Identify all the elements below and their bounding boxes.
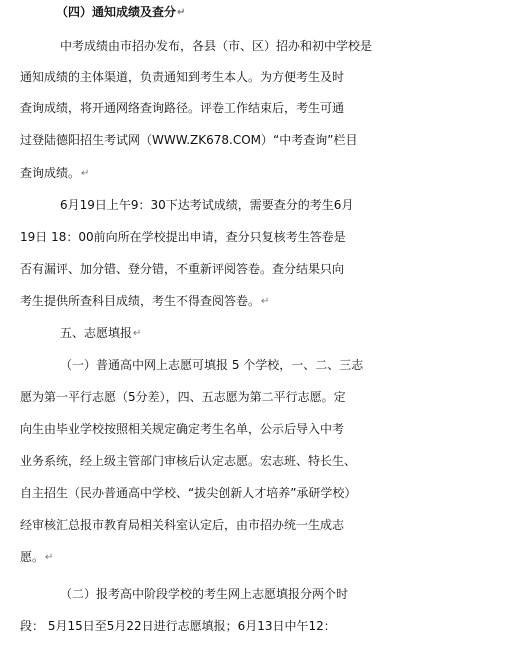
text-line	[0, 156, 524, 190]
text-line	[0, 188, 524, 222]
text-line	[0, 29, 524, 63]
text-line	[0, 91, 524, 125]
section-heading-volunteer	[0, 316, 524, 350]
text-line	[0, 380, 524, 414]
paragraph-mark: ↵	[45, 551, 54, 563]
line-text: 考生提供所查科目成绩，考生不得查阅答卷。	[20, 294, 261, 308]
paragraph-mark: ↵	[177, 6, 186, 18]
line-text: 业务系统，经上级主管部门审核后认定志愿。宏志班、特长生、	[20, 454, 357, 468]
text-line	[0, 577, 524, 611]
line-text: 否有漏评、加分错、登分错，不重新评阅答卷。查分结果只向	[20, 262, 345, 276]
line-text: 自主招生（民办普通高中学校、“拔尖创新人才培养”承研学校）	[20, 486, 357, 500]
line-text: 6月19日上午9：30下达考试成绩，需要查分的考生6月	[60, 198, 354, 212]
line-text: 段： 5月15日至5月22日进行志愿填报；6月13日中午12：	[20, 619, 336, 633]
line-text: 五、志愿填报	[60, 326, 133, 340]
line-text: 通知成绩的主体渠道，负责通知到考生本人。为方便考生及时	[20, 70, 345, 84]
line-text: 愿为第一平行志愿（5分差），四、五志愿为第二平行志愿。定	[20, 390, 346, 404]
line-text: 中考成绩由市招办发布，各县（市、区）招办和初中学校是	[60, 39, 373, 53]
line-text: （一）普通高中网上志愿可填报 5 个学校，一、二、三志	[60, 358, 364, 372]
text-line	[0, 444, 524, 478]
paragraph-mark: ↵	[261, 295, 270, 307]
line-text: 向生由毕业学校按照相关规定确定考生名单，公示后导入中考	[20, 422, 345, 436]
text-line	[0, 252, 524, 286]
text-line	[0, 412, 524, 446]
paragraph-mark: ↵	[81, 167, 90, 179]
line-text: 查询成绩，将开通网络查询路径。评卷工作结束后，考生可通	[20, 101, 345, 115]
text-line	[0, 508, 524, 542]
line-text: 过登陆德阳招生考试网（WWW.ZK678.COM）“中考查询”栏目	[20, 133, 358, 147]
line-text: 经审核汇总报市教育局相关科室认定后，由市招办统一生成志	[20, 518, 345, 532]
section-heading-notification	[0, 0, 524, 29]
paragraph-mark: ↵	[133, 327, 142, 339]
text-line	[0, 540, 524, 574]
text-line	[0, 348, 524, 382]
line-text: （二）报考高中阶段学校的考生网上志愿填报分两个时	[60, 587, 349, 601]
line-text: （四）通知成绩及查分	[56, 5, 177, 19]
text-line	[0, 476, 524, 510]
line-text: 愿。	[20, 550, 45, 564]
line-text: 查询成绩。	[20, 166, 81, 180]
text-line	[0, 60, 524, 94]
line-text: 19日 18：00前向所在学校提出申请，查分只复核考生答卷是	[20, 230, 346, 244]
text-line	[0, 123, 524, 157]
text-line	[0, 284, 524, 318]
text-line	[0, 609, 524, 643]
text-line	[0, 220, 524, 254]
